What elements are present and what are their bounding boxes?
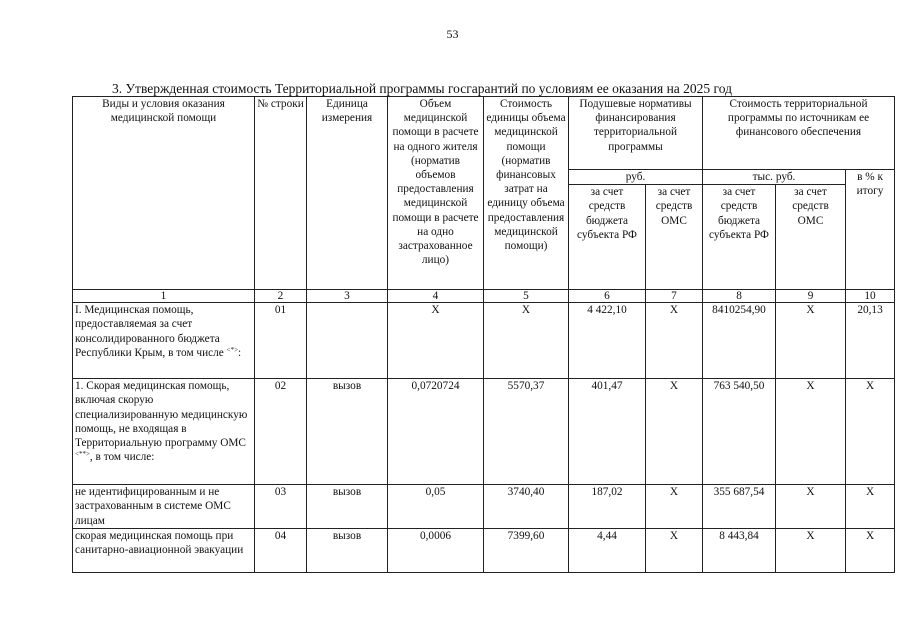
row-pc-oms: X — [646, 379, 703, 485]
row-total-budget: 763 540,50 — [703, 379, 776, 485]
column-number: 2 — [255, 290, 307, 303]
header-total-budget: за счет средств бюджета субъекта РФ — [703, 185, 776, 290]
row-name: 1. Скорая медицинская помощь, включая скорую специализированную медицинскую помощь, не входящая в Территориальную программу ОМС <**>, в том числе: — [73, 379, 255, 485]
row-volume: 0,05 — [388, 485, 484, 529]
row-pc-oms: X — [646, 485, 703, 529]
header-unit: Единица измерения — [307, 97, 388, 290]
row-pc-budget: 4,44 — [569, 529, 646, 573]
column-number: 6 — [569, 290, 646, 303]
row-unit — [307, 303, 388, 379]
column-number: 8 — [703, 290, 776, 303]
row-line: 03 — [255, 485, 307, 529]
column-number: 5 — [484, 290, 569, 303]
column-number: 4 — [388, 290, 484, 303]
row-name: I. Медицинская помощь, предоставляемая за счет консолидированного бюджета Республики Крым, в том числе <*>: — [73, 303, 255, 379]
header-cost-group: Стоимость территориальной программы по источникам ее финансового обеспечения — [703, 97, 895, 170]
header-percent-total: в % к итогу — [846, 170, 895, 290]
row-total-oms: X — [776, 379, 846, 485]
table-row — [73, 303, 895, 379]
page-number: 53 — [446, 27, 459, 41]
row-total-budget: 8 443,84 — [703, 529, 776, 573]
row-line: 01 — [255, 303, 307, 379]
header-pc-oms: за счет средств ОМС — [646, 185, 703, 290]
row-unit-cost: X — [484, 303, 569, 379]
row-percent: 20,13 — [846, 303, 895, 379]
row-percent: X — [846, 379, 895, 485]
row-unit-cost: 7399,60 — [484, 529, 569, 573]
header-pc-budget: за счет средств бюджета субъекта РФ — [569, 185, 646, 290]
row-unit-cost: 5570,37 — [484, 379, 569, 485]
row-total-oms: X — [776, 485, 846, 529]
row-name: не идентифицированным и не застрахованным в системе ОМС лицам — [73, 485, 255, 529]
row-line: 04 — [255, 529, 307, 573]
row-total-budget: 8410254,90 — [703, 303, 776, 379]
row-total-budget: 355 687,54 — [703, 485, 776, 529]
header-row-1 — [73, 97, 895, 170]
header-unit-rub: руб. — [569, 170, 703, 185]
table-row — [73, 485, 895, 529]
row-percent: X — [846, 529, 895, 573]
column-number: 3 — [307, 290, 388, 303]
row-unit: вызов — [307, 485, 388, 529]
header-volume: Объем медицинской помощи в расчете на одного жителя (норматив объемов предоставления медицинской помощи в расчете на одно застрахованное лицо) — [388, 97, 484, 290]
row-pc-oms: X — [646, 303, 703, 379]
row-volume: X — [388, 303, 484, 379]
row-unit: вызов — [307, 529, 388, 573]
row-unit-cost: 3740,40 — [484, 485, 569, 529]
column-number: 10 — [846, 290, 895, 303]
row-name: скорая медицинская помощь при санитарно-авиационной эвакуации — [73, 529, 255, 573]
row-pc-budget: 187,02 — [569, 485, 646, 529]
row-volume: 0,0006 — [388, 529, 484, 573]
cost-table — [72, 96, 895, 573]
table-row — [73, 529, 895, 573]
row-pc-budget: 401,47 — [569, 379, 646, 485]
column-number: 1 — [73, 290, 255, 303]
row-line: 02 — [255, 379, 307, 485]
document-title: 3. Утвержденная стоимость Территориальной программы госгарантий по условиям ее оказания на 2025 год — [112, 81, 732, 96]
column-number: 9 — [776, 290, 846, 303]
header-kind: Виды и условия оказания медицинской помощи — [73, 97, 255, 290]
column-number-row — [73, 290, 895, 303]
row-total-oms: X — [776, 303, 846, 379]
column-number: 7 — [646, 290, 703, 303]
row-pc-oms: X — [646, 529, 703, 573]
row-unit: вызов — [307, 379, 388, 485]
header-line-number: № строки — [255, 97, 307, 290]
row-volume: 0,0720724 — [388, 379, 484, 485]
header-unit-cost: Стоимость единицы объема медицинской помощи (норматив финансовых затрат на единицу объема предоставления медицинской помощи) — [484, 97, 569, 290]
row-percent: X — [846, 485, 895, 529]
header-unit-thousand-rub: тыс. руб. — [703, 170, 846, 185]
header-total-oms: за счет средств ОМС — [776, 185, 846, 290]
table-row — [73, 379, 895, 485]
header-per-capita-group: Подушевые нормативы финансирования территориальной программы — [569, 97, 703, 170]
row-pc-budget: 4 422,10 — [569, 303, 646, 379]
row-total-oms: X — [776, 529, 846, 573]
